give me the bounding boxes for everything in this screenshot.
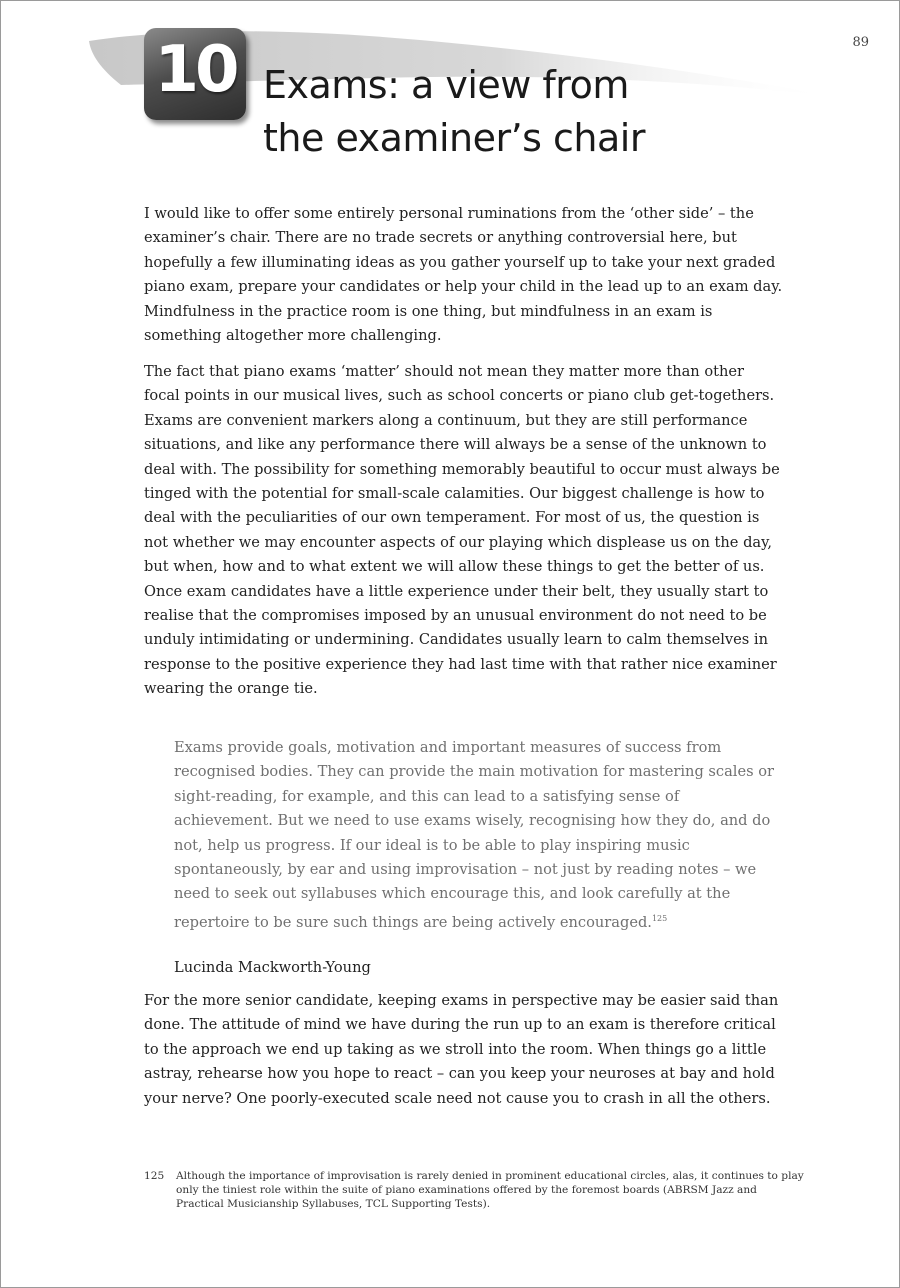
page-number: 89: [852, 35, 869, 50]
chapter-number-badge: [144, 28, 246, 120]
paragraph-2: The fact that piano exams ‘matter’ should not mean they matter more than other focal points in our musical lives, such as school concerts or piano club get-togethers. Exams are convenient markers along a continuum, but they are still performance situations, and like any performance there will always be a sense of the unknown to deal with. The possibility for something memorably beautiful to occur must always be tinged with the potential for small-scale calamities. Our biggest challenge is how to deal with the peculiarities of our own temperament. For most of us, the question is not whether we may encounter aspects of our playing which displease us on the day, but when, how and to what extent we will allow these things to get the better of us. Once exam candidates have a little experience under their belt, they usually start to realise that the compromises imposed by an unusual environment do not need to be unduly intimidating or undermining. Candidates usually learn to calm themselves in response to the positive experience they had last time with that rather nice examiner wearing the orange tie.: [144, 363, 780, 698]
paragraph-1: I would like to offer some entirely personal ruminations from the ‘other side’ – the examiner’s chair. There are no trade secrets or anything controversial here, but hopefully a few illuminating ideas as you gather yourself up to take your next graded piano exam, prepare your candidates or help your child in the lead up to an exam day. Mindfulness in the practice room is one thing, but mindfulness in an exam is something altogether more challenging.: [144, 205, 783, 345]
chapter-title-line-2: the examiner’s chair: [263, 116, 645, 160]
footnote-number: 125: [144, 1170, 165, 1182]
footnote-reference: 125: [651, 913, 668, 923]
block-quote-text: Exams provide goals, motivation and important measures of success from recognised bodies. They can provide the main motivation for mastering scales or sight-reading, for example, and this can lead to a satisfying sense of achievement. But we need to use exams wisely, recognising how they do, and do not, help us progress. If our ideal is to be able to play inspiring music spontaneously, by ear and using improvisation – not just by reading notes – we need to seek out syllabuses which encourage this, and look carefully at the repertoire to be sure such things are being actively encouraged.: [174, 739, 774, 931]
chapter-title: [263, 59, 823, 165]
footnote-text: Although the importance of improvisation is rarely denied in prominent educational circles, alas, it continues to play only the tiniest role within the suite of piano examinations offered by the foremost boards (ABRSM Jazz and Practical Musicianship Syllabuses, TCL Supporting Tests).: [176, 1170, 804, 1210]
footnote: [144, 1169, 804, 1211]
paragraph-3: For the more senior candidate, keeping exams in perspective may be easier said than done. The attitude of mind we have during the run up to an exam is therefore critical to the approach we end up taking as we stroll into the room. When things go a little astray, rehearse how you hope to react – can you keep your neuroses at bay and hold your nerve? One poorly-executed scale need not cause you to crash in all the others.: [144, 992, 779, 1107]
chapter-title-line-1: Exams: a view from: [263, 63, 629, 107]
block-quote: [174, 736, 774, 935]
quote-attribution: Lucinda Mackworth-Young: [174, 959, 371, 976]
chapter-number: 10: [154, 33, 236, 107]
